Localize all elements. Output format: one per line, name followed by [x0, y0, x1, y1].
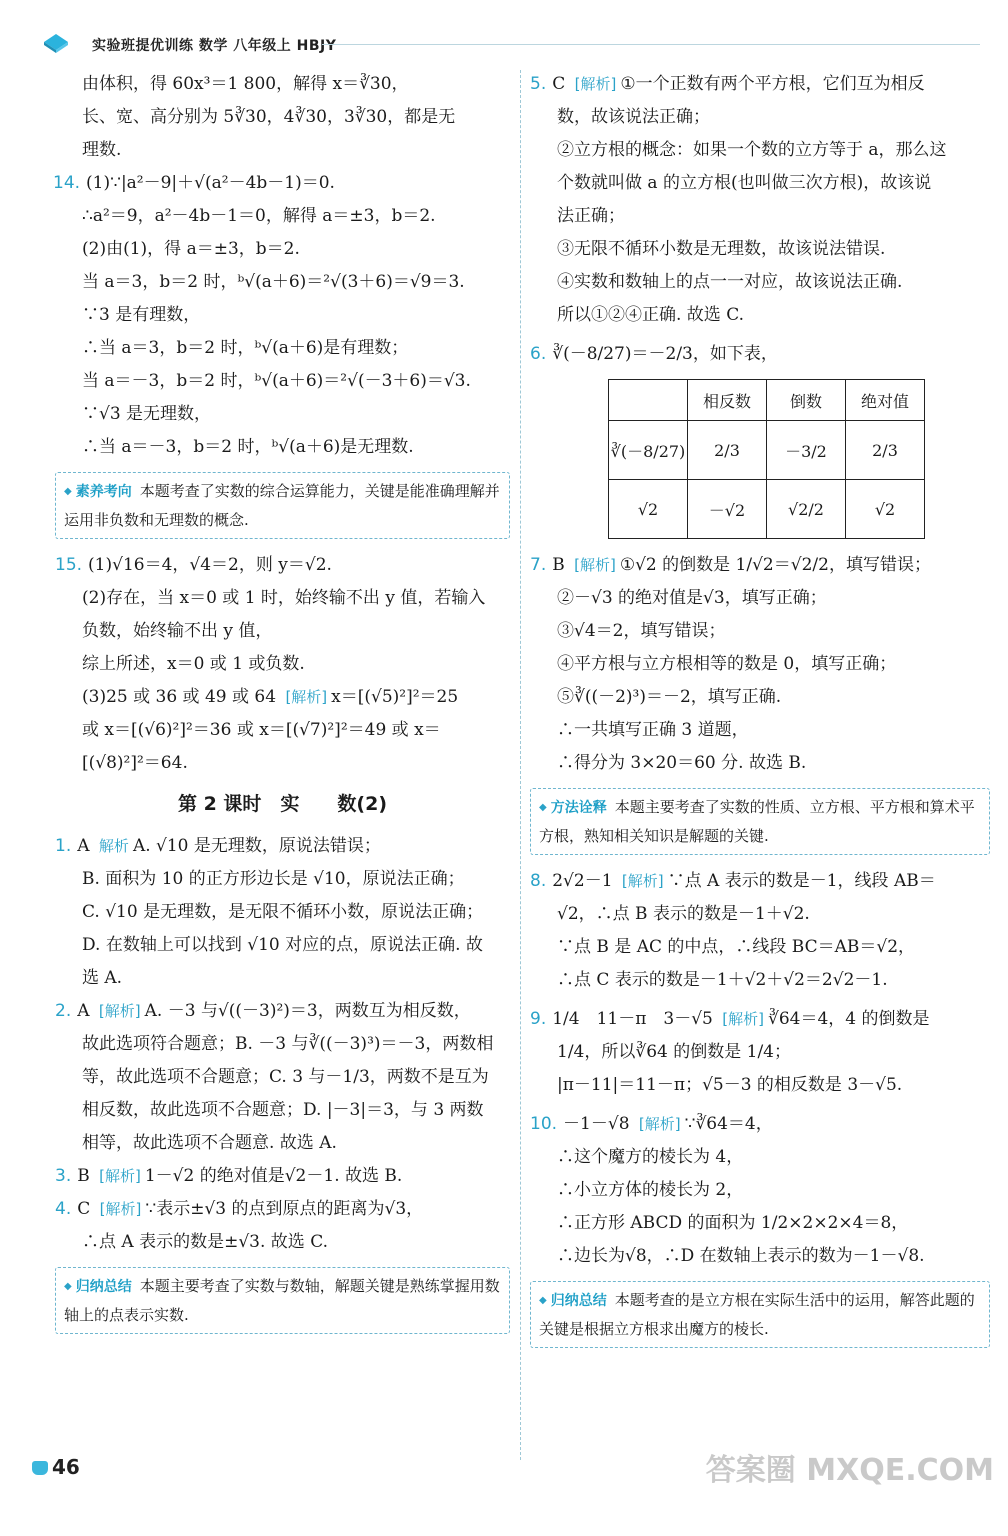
question-number: 9.	[530, 1009, 547, 1029]
text-line: ∵表示±√3 的点到原点的距离为√3，	[145, 1199, 424, 1219]
text-line: C. √10 是无理数，是无限不循环小数，原说法正确；	[82, 902, 484, 922]
answer-letter: C	[77, 1199, 91, 1219]
table-cell: √2/2	[767, 480, 846, 539]
question-4	[55, 1193, 510, 1226]
question-number: 14.	[53, 173, 81, 193]
text-line: [(√8)²]²＝64.	[82, 753, 188, 773]
text-line: 1/4，所以∛64 的倒数是 1/4；	[557, 1042, 791, 1062]
text-line: ④平方根与立方根相等的数是 0，填写正确；	[557, 654, 897, 674]
method-badge: ◆ 方法诠释	[539, 800, 607, 816]
summary-text: 本题考查的是立方根在实际生活中的运用，解答此题的关键是根据立方根求出魔方的棱长.	[539, 1291, 975, 1338]
text-line: D. 在数轴上可以找到 √10 对应的点，原说法正确. 故	[82, 935, 483, 955]
analysis-text: x＝[(√5)²]²＝25	[331, 687, 459, 707]
table-cell: ∛(－8/27)	[609, 421, 688, 480]
text-line: ∴点 A 表示的数是±√3. 故选 C.	[82, 1232, 328, 1252]
text-line: (1)√16＝4，√4＝2，则 y＝√2.	[88, 555, 332, 575]
question-8	[530, 865, 990, 898]
tip-text: 本题考查了实数的综合运算能力，关键是能准确理解并运用非负数和无理数的概念.	[64, 482, 500, 529]
page-marker-icon	[32, 1461, 48, 1475]
text-line: 负数，始终输不出 y 值，	[82, 621, 273, 641]
analysis-tag: [解析]	[722, 1010, 764, 1028]
text-line: 当 a＝－3，b＝2 时，ᵇ√(a＋6)＝²√(－3＋6)＝√3.	[82, 371, 471, 391]
table-cell: √2	[846, 480, 925, 539]
table-header: 绝对值	[846, 380, 925, 421]
answer-letter: B	[77, 1166, 90, 1186]
answer-letter: B	[552, 555, 565, 575]
answer-letter: A	[77, 836, 90, 856]
analysis-tag: [解析]	[99, 1200, 142, 1218]
text-line: (2)存在，当 x＝0 或 1 时，始终输不出 y 值，若输入	[82, 588, 486, 608]
text-line: 个数就叫做 a 的立方根(也叫做三次方根)，故该说	[557, 173, 932, 193]
text-line: ∵点 A 表示的数是－1，线段 AB＝	[667, 871, 936, 891]
book-title: 实验班提优训练 数学 八年级上 HBJY	[92, 38, 337, 54]
text-line: |π－11|＝11－π；√5－3 的相反数是 3－√5.	[557, 1075, 903, 1095]
column-divider	[520, 70, 521, 1460]
text-line	[55, 681, 510, 714]
table-cell: －√2	[688, 480, 767, 539]
text-line: 或 x＝[(√6)²]²＝36 或 x＝[(√7)²]²＝49 或 x＝	[82, 720, 441, 740]
table-cell: －3/2	[767, 421, 846, 480]
question-14	[53, 167, 510, 200]
text-line: ∴小立方体的棱长为 2，	[557, 1180, 744, 1200]
text-line: ③无限不循环小数是无理数，故该说法错误.	[557, 239, 886, 259]
question-15	[55, 549, 510, 582]
table-row	[609, 421, 925, 480]
text-line: 1－√2 的绝对值是√2－1. 故选 B.	[144, 1166, 403, 1186]
text-line: ②－√3 的绝对值是√3，填写正确；	[557, 588, 827, 608]
question-number: 2.	[55, 1001, 72, 1021]
question-5	[530, 68, 990, 101]
question-6	[530, 338, 990, 371]
text-line: 法正确；	[557, 206, 625, 226]
text-line: ∴当 a＝－3，b＝2 时，ᵇ√(a＋6)是无理数.	[82, 437, 414, 457]
question-number: 8.	[530, 871, 547, 891]
text-line: 相等，故此选项不合题意. 故选 A.	[82, 1133, 337, 1153]
answer-letter: A	[77, 1001, 90, 1021]
question-number: 4.	[55, 1199, 72, 1219]
table-cell: √2	[609, 480, 688, 539]
question-number: 3.	[55, 1166, 72, 1186]
text-line: ⑤∛((－2)³)＝－2，填写正确.	[557, 687, 782, 707]
page-number: 46	[32, 1455, 80, 1479]
text-line: (1)∵|a²－9|＋√(a²－4b－1)＝0.	[86, 173, 335, 193]
watermark: 答案圈 MXQE.COM	[705, 1453, 994, 1488]
text-line: ∵3 是有理数，	[82, 305, 201, 325]
analysis-tag: [解析]	[99, 1167, 141, 1185]
method-box	[530, 788, 990, 855]
text-line: ∴得分为 3×20＝60 分. 故选 B.	[557, 753, 807, 773]
section-title: 第 2 课时 实 数(2)	[177, 793, 388, 815]
text-line: ①√2 的倒数是 1/√2＝√2/2，填写错误；	[619, 555, 931, 575]
text-line: ∛(－8/27)＝－2/3，如下表，	[552, 344, 778, 364]
text-line: 数，故该说法正确；	[557, 107, 710, 127]
analysis-tag: [解析]	[98, 1002, 141, 1020]
text-line: 理数.	[82, 140, 122, 160]
text-line: ∴这个魔方的棱长为 4，	[557, 1147, 744, 1167]
text-line: 长、宽、高分别为 5∛30，4∛30，3∛30，都是无	[82, 107, 456, 127]
text-line: ∴点 C 表示的数是－1＋√2＋√2＝2√2－1.	[557, 970, 888, 990]
text-line: ∛64＝4，4 的倒数是	[768, 1009, 930, 1029]
text-line: ∴一共填写正确 3 道题，	[557, 720, 749, 740]
text-line: 选 A.	[82, 968, 123, 988]
table-header: 倒数	[767, 380, 846, 421]
table-row	[609, 480, 925, 539]
text-line: ∴正方形 ABCD 的面积为 1/2×2×2×4＝8，	[557, 1213, 909, 1233]
text-line: 相反数，故此选项不合题意；D. |－3|＝3，与 3 两数	[82, 1100, 484, 1120]
summary-badge: ◆ 归纳总结	[539, 1293, 607, 1309]
question-2	[55, 995, 510, 1028]
text-line: ∴a²＝9，a²－4b－1＝0，解得 a＝±3，b＝2.	[82, 206, 436, 226]
question-7	[530, 549, 990, 582]
left-column	[55, 68, 510, 1344]
summary-text: 本题主要考查了实数与数轴，解题关键是熟练掌握用数轴上的点表示实数.	[64, 1277, 500, 1324]
text-line: 等，故此选项不合题意；C. 3 与－1/3，两数不是互为	[82, 1067, 489, 1087]
answer-text: 1/4 11－π 3－√5	[552, 1009, 713, 1029]
right-column	[530, 68, 990, 1358]
table-header-row	[609, 380, 925, 421]
text-line: ∵∛64＝4，	[684, 1114, 773, 1134]
question-number: 6.	[530, 344, 547, 364]
text-line: ∵点 B 是 AC 的中点，∴线段 BC＝AB＝√2，	[557, 937, 916, 957]
answer-letter: C	[552, 74, 566, 94]
table-header	[609, 380, 688, 421]
text-line: ③√4＝2，填写错误；	[557, 621, 726, 641]
question-3	[55, 1160, 510, 1193]
question-number: 10.	[530, 1114, 558, 1134]
text-line: ∴当 a＝3，b＝2 时，ᵇ√(a＋6)是有理数；	[82, 338, 409, 358]
text-line: ∵√3 是无理数，	[82, 404, 212, 424]
question-9	[530, 1003, 990, 1036]
text-line: 所以①②④正确. 故选 C.	[557, 305, 745, 325]
question-number: 15.	[55, 555, 83, 575]
analysis-tag: [解析]	[574, 75, 617, 93]
page-header	[40, 32, 980, 56]
method-text: 本题主要考查了实数的性质、立方根、平方根和算术平方根，熟知相关知识是解题的关键.	[539, 798, 975, 845]
text-line: √2，∴点 B 表示的数是－1＋√2.	[557, 904, 810, 924]
answer-text: －1－√8	[563, 1114, 630, 1134]
book-logo-icon	[40, 32, 72, 54]
question-number: 1.	[55, 836, 72, 856]
question-1	[55, 830, 510, 863]
text-line: ②立方根的概念：如果一个数的立方等于 a，那么这	[557, 140, 947, 160]
analysis-tag: 解析	[98, 837, 129, 855]
text-line: 综上所述，x＝0 或 1 或负数.	[82, 654, 305, 674]
text-line: ①一个正数有两个平方根，它们互为相反	[620, 74, 925, 94]
table-header: 相反数	[688, 380, 767, 421]
text-line: ∴边长为√8，∴D 在数轴上表示的数为－1－√8.	[557, 1246, 925, 1266]
text-line: B. 面积为 10 的正方形边长是 √10，原说法正确；	[82, 869, 465, 889]
summary-badge: ◆ 归纳总结	[64, 1279, 132, 1295]
text-line: (2)由(1)，得 a＝±3，b＝2.	[82, 239, 300, 259]
summary-box	[530, 1281, 990, 1348]
text-line: 由体积，得 60x³＝1 800，解得 x＝∛30，	[82, 74, 409, 94]
text-line: 故此选项符合题意；B. －3 与∛((－3)³)＝－3，两数相	[82, 1034, 494, 1054]
text-line: A. √10 是无理数，原说法错误；	[132, 836, 381, 856]
analysis-tag: [解析]	[638, 1115, 681, 1133]
tip-badge: ◆ 素养考向	[64, 484, 132, 500]
question-number: 7.	[530, 555, 547, 575]
tip-box	[55, 472, 510, 539]
analysis-tag: [解析]	[621, 872, 664, 890]
table-cell: 2/3	[688, 421, 767, 480]
answer-text: (3)25 或 36 或 49 或 64	[82, 687, 277, 707]
analysis-tag: [解析]	[285, 688, 328, 706]
table-cell: 2/3	[846, 421, 925, 480]
answer-text: 2√2－1	[552, 871, 613, 891]
text-line: ④实数和数轴上的点一一对应，故该说法正确.	[557, 272, 903, 292]
text-line: A. －3 与√((－3)²)＝3，两数互为相反数，	[144, 1001, 471, 1021]
header-rule	[322, 44, 980, 45]
answer-table	[608, 379, 925, 539]
analysis-tag: [解析]	[574, 556, 616, 574]
summary-box	[55, 1267, 510, 1334]
question-10	[530, 1108, 990, 1141]
question-number: 5.	[530, 74, 547, 94]
text-line: 当 a＝3，b＝2 时，ᵇ√(a＋6)＝²√(3＋6)＝√9＝3.	[82, 272, 465, 292]
